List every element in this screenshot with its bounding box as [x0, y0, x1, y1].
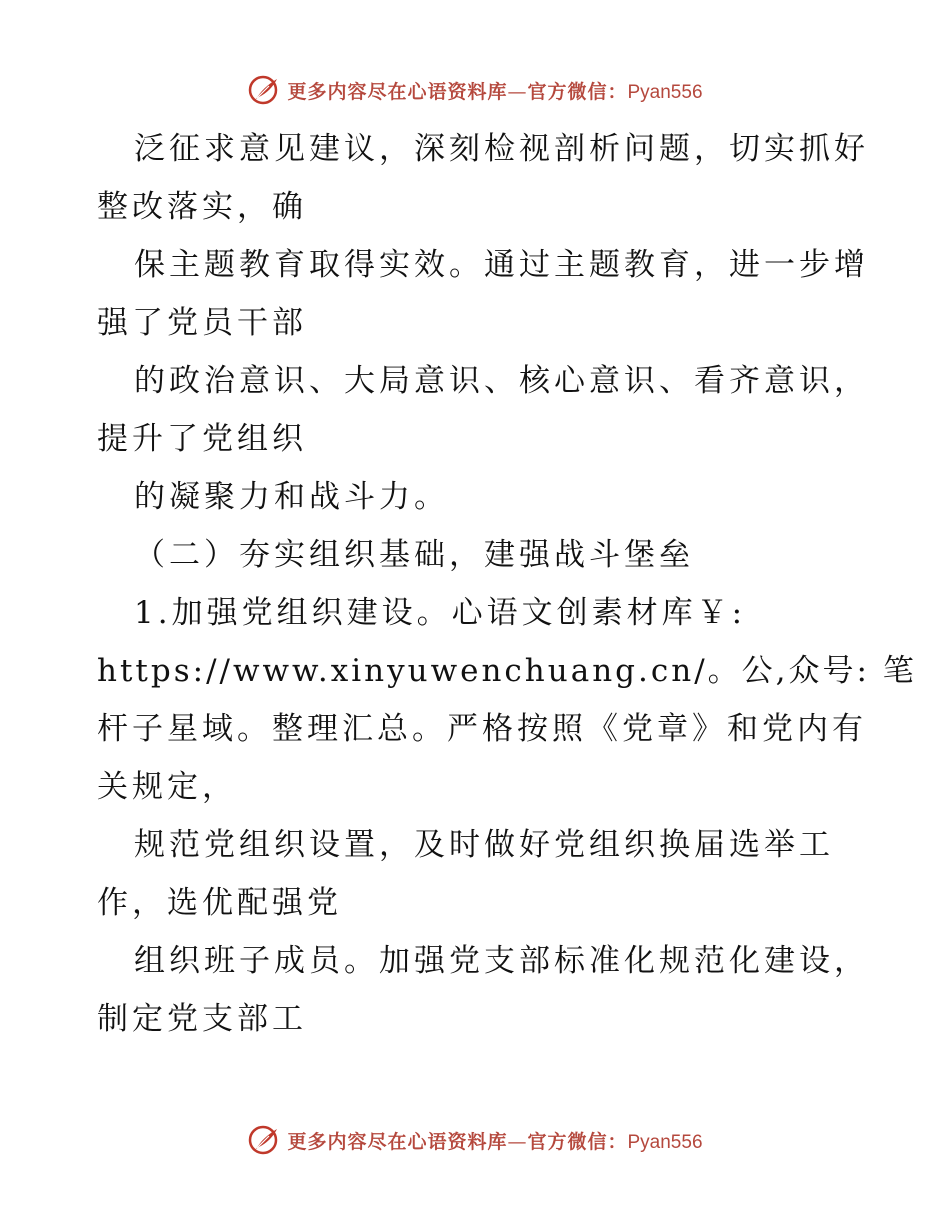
body-line: 组织班子成员。加强党支部标准化规范化建设， — [134, 943, 869, 979]
header-banner-text — [287, 77, 702, 104]
document-body — [97, 120, 917, 1048]
body-line: 泛征求意见建议，深刻检视剖析问题，切实抓好 — [134, 131, 869, 167]
footer-banner — [0, 1120, 950, 1160]
body-line: 杆子星域。整理汇总。严格按照《党章》和党内有 — [97, 711, 867, 747]
footer-contact-label: 官方微信： — [527, 1130, 628, 1153]
body-line: 提升了党组织 — [97, 421, 307, 457]
body-line: 关规定， — [97, 769, 237, 805]
footer-banner-text — [287, 1127, 702, 1154]
quill-pen-logo-icon — [247, 1123, 281, 1157]
body-line: 的凝聚力和战斗力。 — [134, 479, 449, 515]
header-contact-label: 官方微信： — [527, 80, 628, 103]
footer-brand-text: 更多内容尽在心语资料库 — [287, 1130, 508, 1153]
footer-contact-id: Pyan556 — [627, 1131, 703, 1153]
body-line: 强了党员干部 — [97, 305, 307, 341]
quill-pen-logo-icon — [247, 73, 281, 107]
body-line: 保主题教育取得实效。通过主题教育，进一步增 — [134, 247, 869, 283]
body-line: 规范党组织设置，及时做好党组织换届选举工 — [134, 827, 834, 863]
header-banner — [0, 70, 950, 110]
section-heading: （二）夯实组织基础，建强战斗堡垒 — [134, 537, 694, 573]
body-line: 制定党支部工 — [97, 1001, 307, 1037]
footer-dash: — — [507, 1130, 528, 1153]
header-brand-text: 更多内容尽在心语资料库 — [287, 80, 508, 103]
body-line: 1.加强党组织建设。心语文创素材库￥: — [134, 595, 747, 631]
body-line: 作，选优配强党 — [97, 885, 342, 921]
body-line: 的政治意识、大局意识、核心意识、看齐意识， — [134, 363, 869, 399]
header-contact-id: Pyan556 — [627, 81, 703, 103]
body-line: 整改落实，确 — [97, 189, 307, 225]
header-dash: — — [507, 80, 528, 103]
body-line-url: https://www.xinyuwenchuang.cn/。公,众号: 笔 — [97, 653, 917, 689]
